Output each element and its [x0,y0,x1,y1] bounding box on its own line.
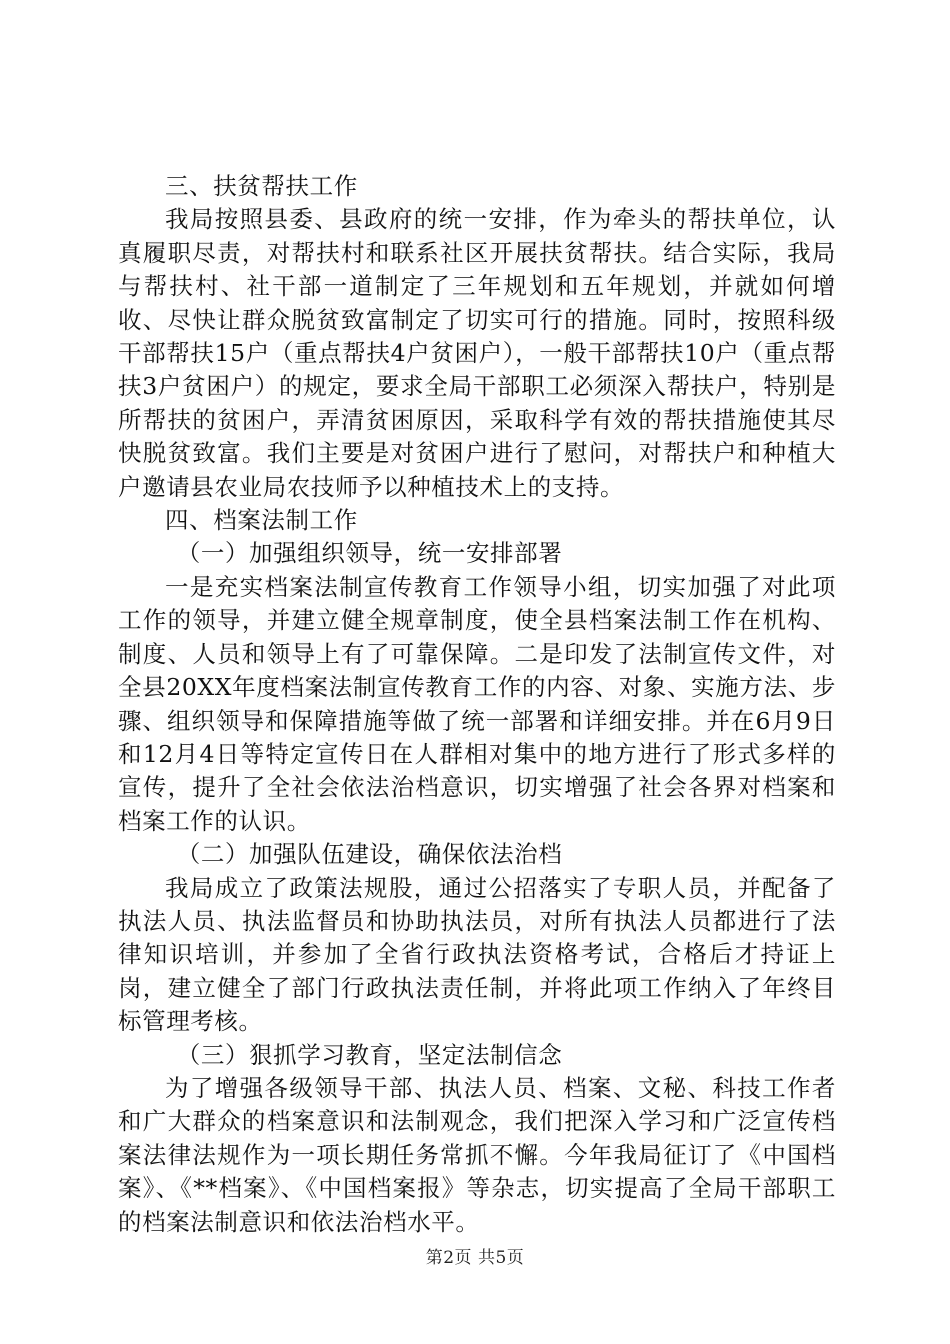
subheading-organization: （一）加强组织领导，统一安排部署 [176,539,563,568]
section-heading-poverty-relief: 三、扶贫帮扶工作 [165,172,358,200]
document-body [118,170,836,1239]
paragraph-team-building: 我局成立了政策法规股，通过公招落实了专职人员，并配备了执法人员、执法监督员和协助执法员，对所有执法人员都进行了法律知识培训，并参加了全省行政执法资格考试，合格后才持证上岗，建立健全了部门行政执法责任制，并将此项工作纳入了年终目标管理考核。 [118,873,836,1036]
paragraph-poverty-relief: 我局按照县委、县政府的统一安排，作为牵头的帮扶单位，认真履职尽责，对帮扶村和联系社区开展扶贫帮扶。结合实际，我局与帮扶村、社干部一道制定了三年规划和五年规划，并就如何增收、尽快让群众脱贫致富制定了切实可行的措施。同时，按照科级干部帮扶15户（重点帮扶4户贫困户），一般干部帮扶10户（重点帮扶3户贫困户）的规定，要求全局干部职工必须深入帮扶户，特别是所帮扶的贫困户，弄清贫困原因，采取科学有效的帮扶措施使其尽快脱贫致富。我们主要是对贫困户进行了慰问，对帮扶户和种植大户邀请县农业局农技师予以种植技术上的支持。 [118,205,836,501]
subheading-education: （三）狠抓学习教育，坚定法制信念 [176,1040,563,1069]
paragraph-education: 为了增强各级领导干部、执法人员、档案、文秘、科技工作者和广大群众的档案意识和法制观念，我们把深入学习和广泛宣传档案法律法规作为一项长期任务常抓不懈。今年我局征订了《中国档案》、《**档案》、《中国档案报》等杂志，切实提高了全局干部职工的档案法制意识和依法治档水平。 [118,1073,836,1236]
subheading-team-building: （二）加强队伍建设，确保依法治档 [176,840,563,869]
section-heading-archive-law: 四、档案法制工作 [165,506,358,535]
page-number-footer: 第2页 共5页 [425,1248,525,1268]
paragraph-organization: 一是充实档案法制宣传教育工作领导小组，切实加强了对此项工作的领导，并建立健全规章制度，使全县档案法制工作在机构、制度、人员和领导上有了可靠保障。二是印发了法制宣传文件，对全县20XX年度档案法制宣传教育工作的内容、对象、实施方法、步骤、组织领导和保障措施等做了统一部署和详细安排。并在6月9日和12月4日等特定宣传日在人群相对集中的地方进行了形式多样的宣传，提升了全社会依法治档意识，切实增强了社会各界对档案和档案工作的认识。 [118,572,836,835]
